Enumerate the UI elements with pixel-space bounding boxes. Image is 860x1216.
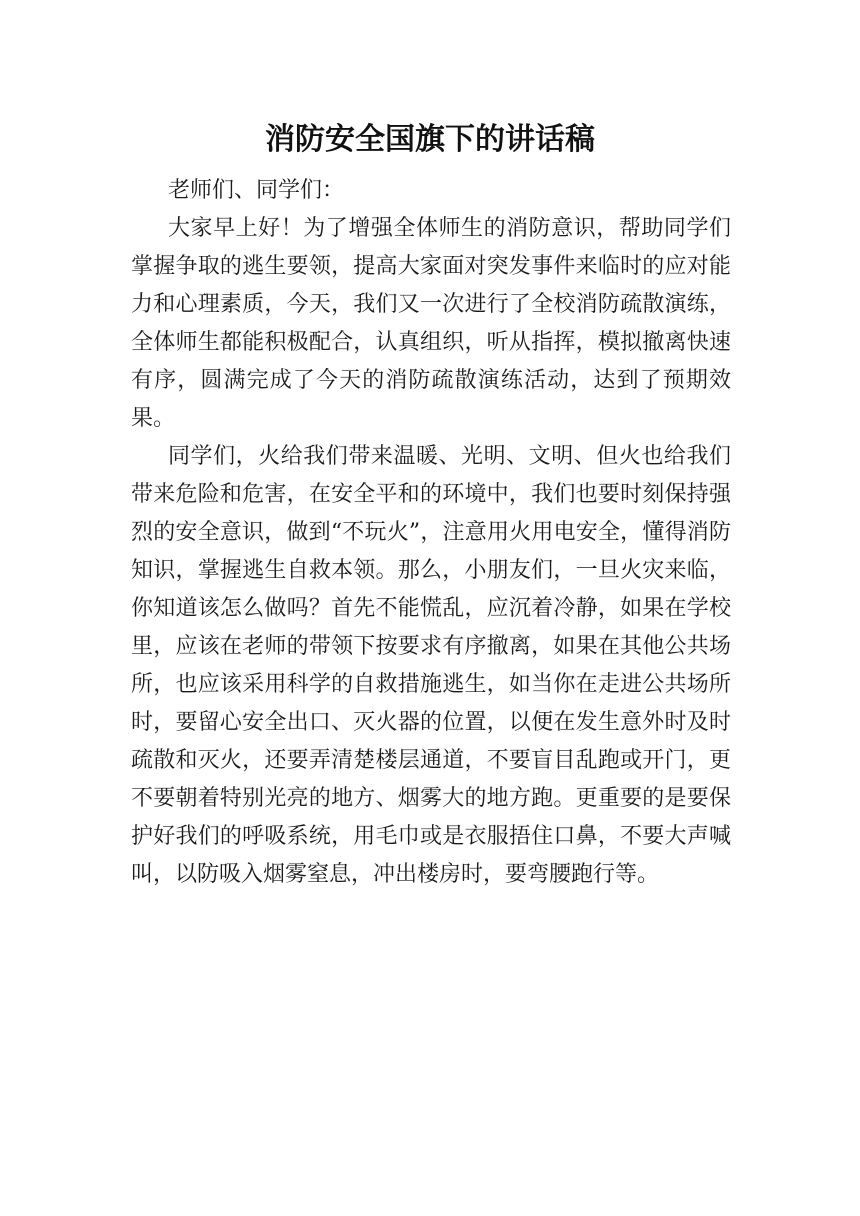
paragraph-1: 大家早上好！为了增强全体师生的消防意识，帮助同学们掌握争取的逃生要领，提高大家面对突发事件来临时的应对能力和心理素质，今天，我们又一次进行了全校消防疏散演练，全体师生都能积极配合，认真组织，听从指挥，模拟撤离快速有序，圆满完成了今天的消防疏散演练活动，达到了预期效果。 <box>131 216 731 431</box>
document-title: 消防安全国旗下的讲话稿 <box>265 122 595 157</box>
paragraph-2: 同学们，火给我们带来温暖、光明、文明、但火也给我们带来危险和危害，在安全平和的环境中，我们也要时刻保持强烈的安全意识，做到“不玩火”，注意用火用电安全，懂得消防知识，掌握逃生自救本领。那么，小朋友们，一旦火灾来临，你知道该怎么做吗？首先不能慌乱，应沉着冷静，如果在学校里，应该在老师的带领下按要求有序撤离，如果在其他公共场所，也应该采用科学的自救措施逃生，如当你在走进公共场所时，要留心安全出口、灭火器的位置，以便在发生意外时及时疏散和灭火，还要弄清楚楼层通道，不要盲目乱跑或开门，更不要朝着特别光亮的地方、烟雾大的地方跑。更重要的是要保护好我们的呼吸系统，用毛巾或是衣服捂住口鼻，不要大声喊叫，以防吸入烟雾窒息，冲出楼房时，要弯腰跑行等。 <box>131 444 731 887</box>
salutation: 老师们、同学们： <box>168 178 345 203</box>
document-body <box>131 172 731 894</box>
